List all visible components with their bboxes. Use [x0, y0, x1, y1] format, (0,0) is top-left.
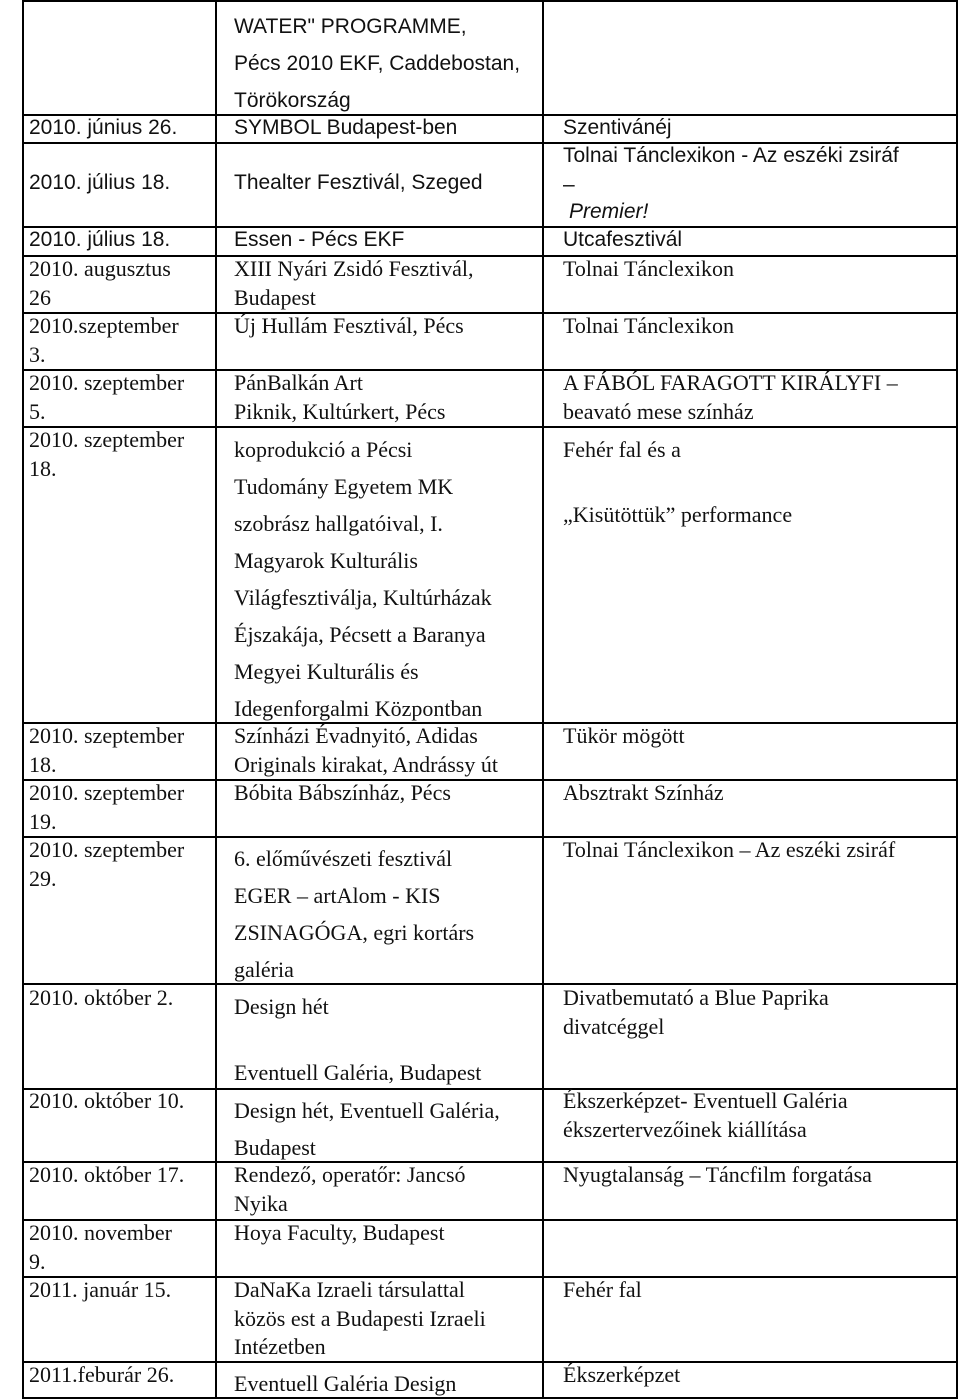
date-cell: 2010.szeptember 3.: [29, 313, 179, 367]
date-cell: 2010. október 17.: [29, 1162, 185, 1187]
event-cell: Design hét, Eventuell Galéria, Budapest: [234, 1098, 500, 1160]
event-cell: DaNaKa Izraeli társulattal közös est a Budapesti Izraeli Intézetben: [234, 1277, 486, 1359]
event-cell: Design hét: [234, 994, 329, 1019]
program-cell: Absztrakt Színház: [563, 780, 724, 805]
date-cell: 2010. október 2.: [29, 985, 174, 1010]
event-cell: Bóbita Bábszínház, Pécs: [234, 780, 451, 805]
program-premier-note: Premier!: [569, 200, 649, 223]
date-cell: 2010. szeptember 18.: [29, 427, 185, 481]
event-cell: Rendező, operatőr: Jancsó Nyika: [234, 1162, 466, 1216]
program-cell: Ékszerképzet: [563, 1362, 681, 1387]
column-divider-event-program: [542, 0, 544, 1399]
program-cell: A FÁBÓL FARAGOTT KIRÁLYFI – beavató mese színház: [563, 370, 898, 424]
program-cell: Tükör mögött: [563, 723, 685, 748]
program-cell: Fehér fal és a: [563, 437, 681, 462]
program-cell: Ékszerképzet- Eventuell Galéria ékszertervezőinek kiállítása: [563, 1088, 848, 1142]
date-cell: 2010. július 18.: [29, 171, 171, 194]
program-cell: Tolnai Tánclexikon: [563, 256, 734, 281]
program-cell: Tolnai Tánclexikon: [563, 313, 734, 338]
event-cell: XIII Nyári Zsidó Fesztivál, Budapest: [234, 256, 474, 310]
event-cell: Hoya Faculty, Budapest: [234, 1220, 445, 1245]
program-cell: Divatbemutató a Blue Paprika divatcéggel: [563, 985, 829, 1039]
program-cell: Tolnai Tánclexikon – Az eszéki zsiráf: [563, 837, 896, 862]
program-cell: Szentivánéj: [563, 116, 672, 139]
program-cell: Nyugtalanság – Táncfilm forgatása: [563, 1162, 872, 1187]
event-cell: WATER" PROGRAMME, Pécs 2010 EKF, Caddebostan, Törökország: [234, 15, 521, 112]
program-cell: Fehér fal: [563, 1277, 642, 1302]
date-cell: 2011.feburár 26.: [29, 1362, 175, 1387]
event-cell: 6. előművészeti fesztivál EGER – artAlom - KIS ZSINAGÓGA, egri kortárs galéria: [234, 846, 475, 982]
event-cell: Új Hullám Fesztivál, Pécs: [234, 313, 464, 338]
event-cell: Thealter Fesztivál, Szeged: [234, 171, 483, 194]
date-cell: 2010. szeptember 29.: [29, 837, 185, 891]
event-cell: koprodukció a Pécsi Tudomány Egyetem MK szobrász hallgatóival, I. Magyarok Kulturális Világfesztiválja, Kultúrházak Éjszakája, Pécsett a Baranya Megyei Kulturális és Idegenforgalmi Központban: [234, 437, 492, 721]
program-cell: Tolnai Tánclexikon - Az eszéki zsiráf –: [563, 144, 899, 196]
program-cell-extra: „Kisütöttük” performance: [563, 502, 793, 527]
column-divider-left: [22, 0, 24, 1399]
date-cell: 2010. augusztus 26: [29, 256, 171, 310]
event-cell-extra: Eventuell Galéria, Budapest: [234, 1060, 482, 1085]
event-cell: SYMBOL Budapest-ben: [234, 116, 458, 139]
date-cell: 2011. január 15.: [29, 1277, 172, 1302]
date-cell: 2010. október 10.: [29, 1088, 185, 1113]
event-cell: Színházi Évadnyitó, Adidas Originals kirakat, Andrássy út: [234, 723, 498, 777]
date-cell: 2010. június 26.: [29, 116, 178, 139]
date-cell: 2010. szeptember 18.: [29, 723, 185, 777]
event-cell: Eventuell Galéria Design: [234, 1371, 457, 1396]
row-divider: [22, 0, 958, 2]
event-cell: Essen - Pécs EKF: [234, 228, 405, 251]
date-cell: 2010. november 9.: [29, 1220, 172, 1274]
column-divider-right: [956, 0, 958, 1399]
program-cell: Utcafesztivál: [563, 228, 683, 251]
event-cell: PánBalkán Art Piknik, Kultúrkert, Pécs: [234, 370, 446, 424]
date-cell: 2010. július 18.: [29, 228, 171, 251]
column-divider-date-event: [215, 0, 217, 1399]
date-cell: 2010. szeptember 5.: [29, 370, 185, 424]
date-cell: 2010. szeptember 19.: [29, 780, 185, 834]
